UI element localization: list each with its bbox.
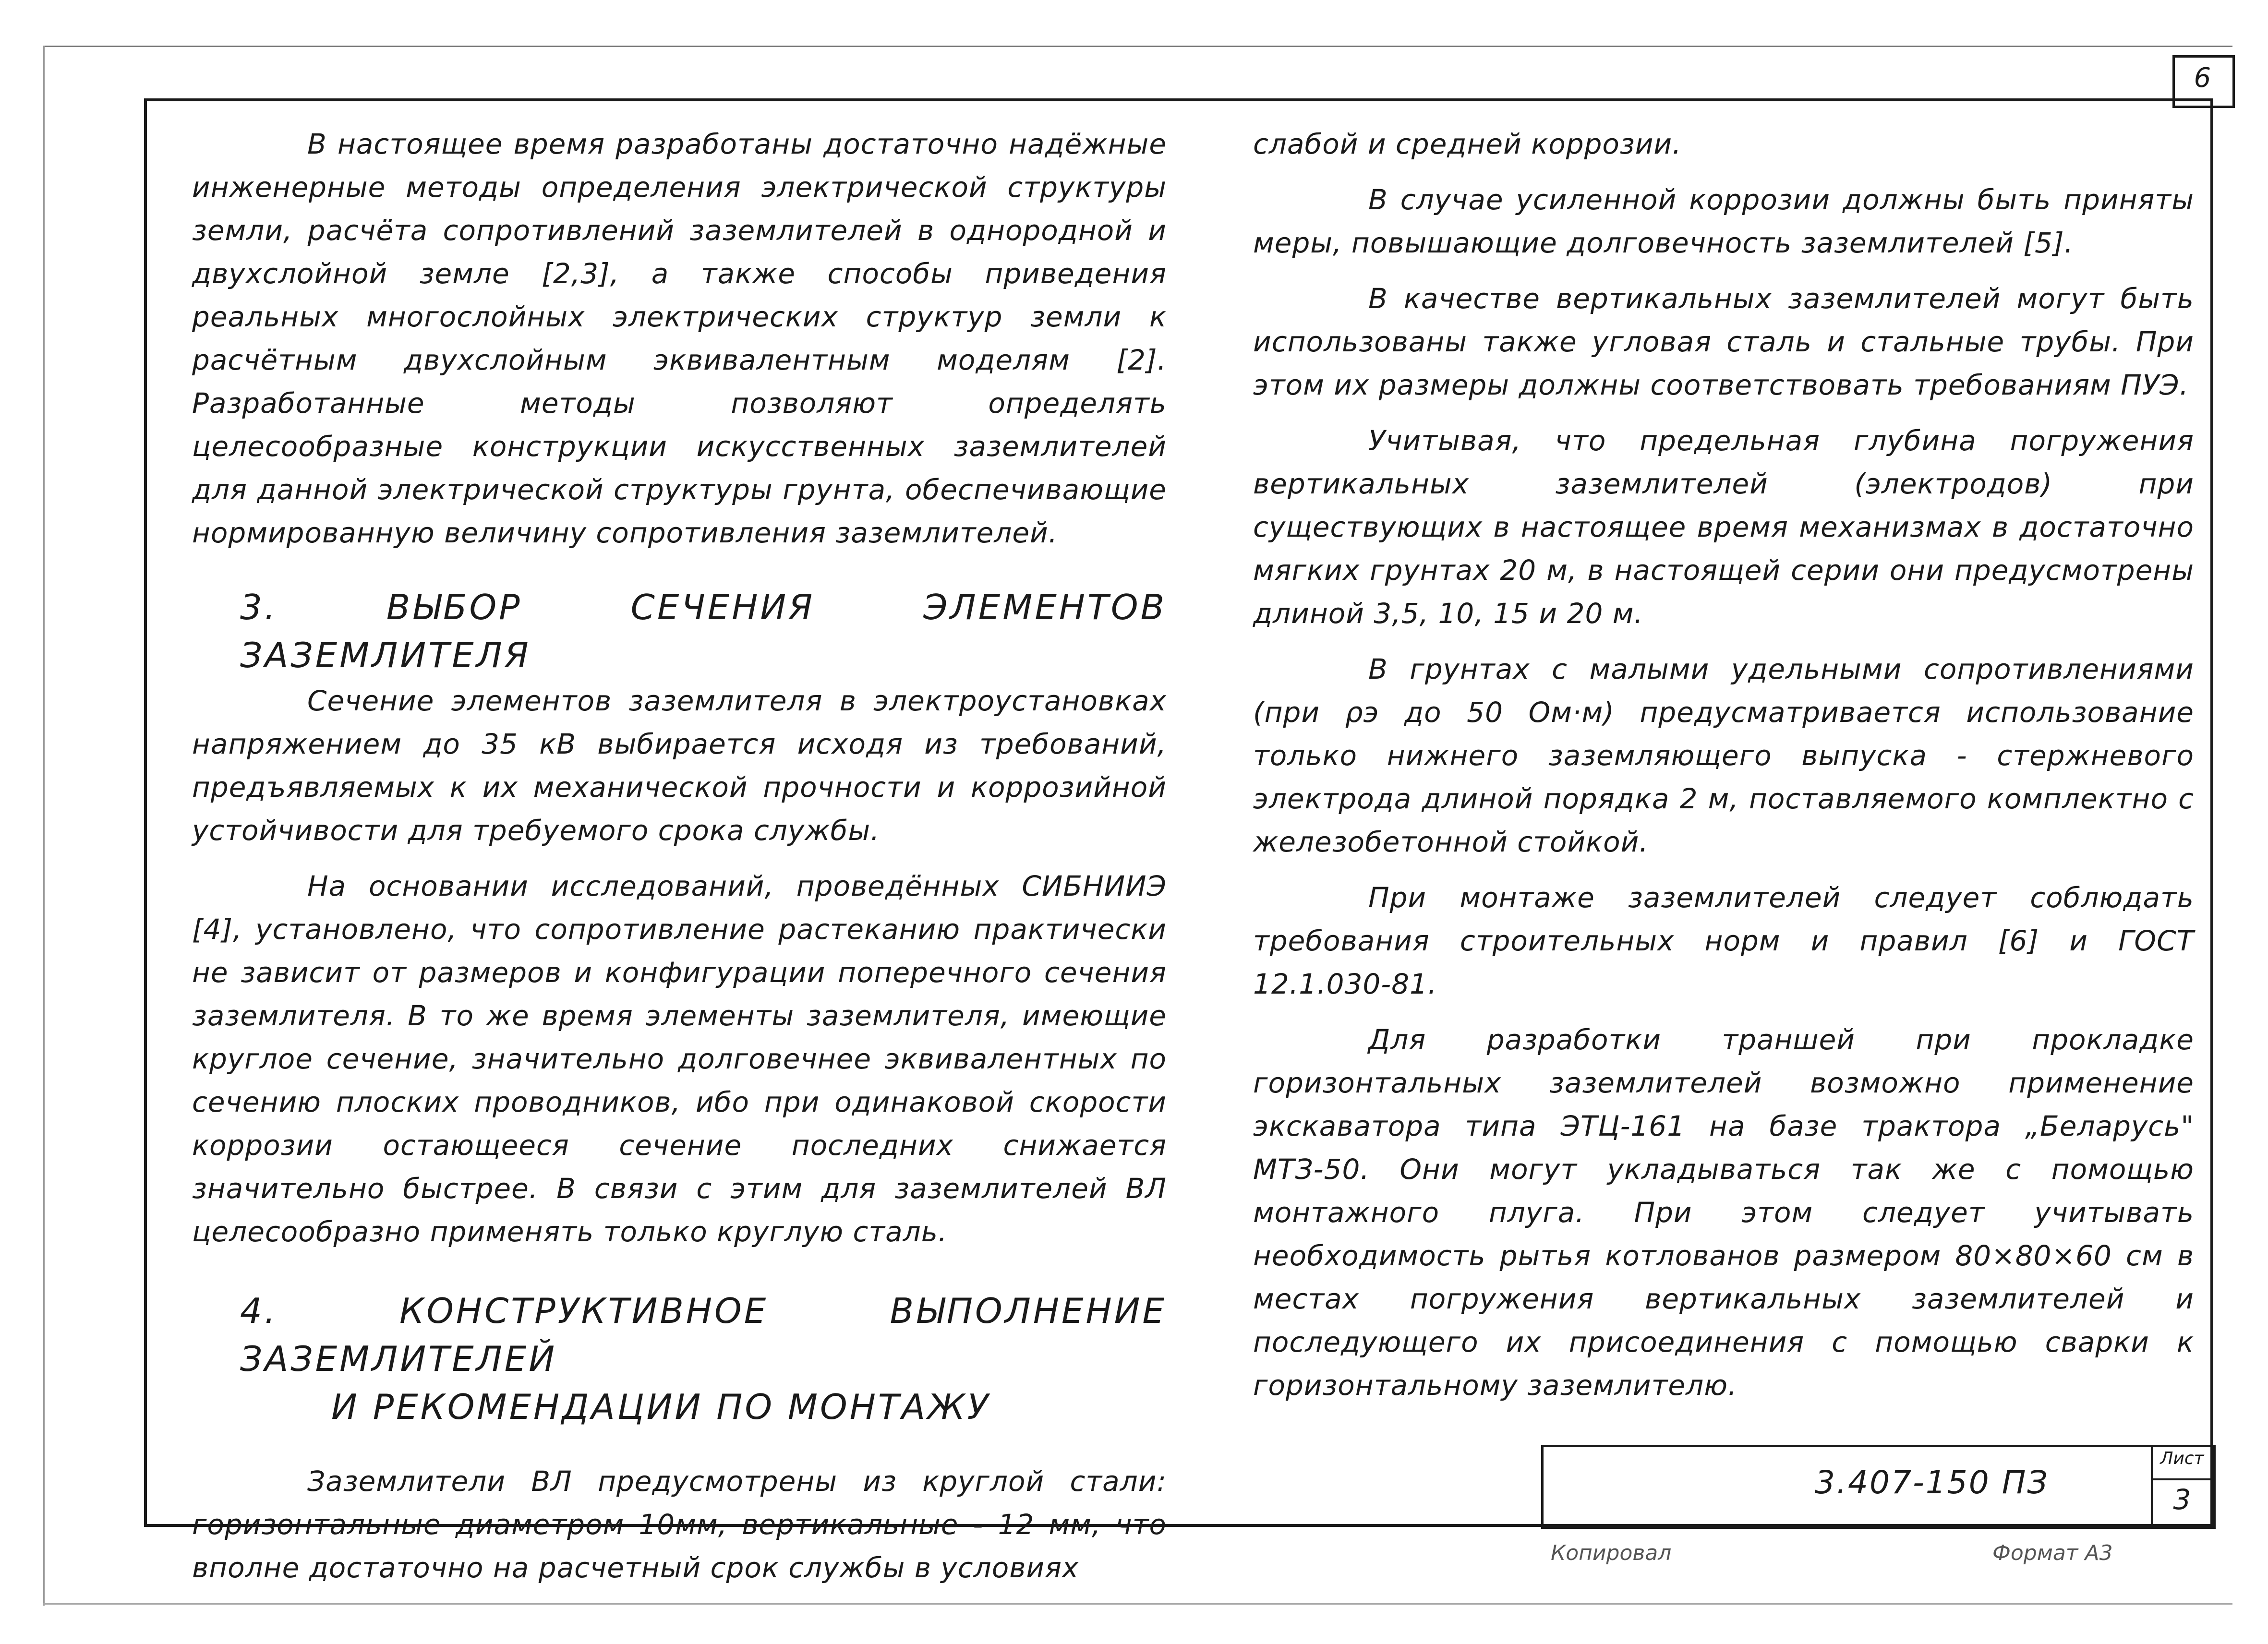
right-paragraph-7: Для разработки траншей при прокладке горизонтальных заземлителей возможно применение экскаватора типа ЭТЦ-161 на базе трактора „Беларусь" МТЗ-50. Они могут укладываться так же с помощью монтажного плуга. При этом следует учитывать необходимость рытья котлованов размером 80×80×60 см в местах погружения вертикальных заземлителей и последующего их присоединения с помощью сварки к горизонтальному заземлителю. [1253, 1023, 2194, 1402]
document-code: 3.407-150 ПЗ [1815, 1464, 2049, 1501]
format-label: Формат А3 [1992, 1541, 2113, 1565]
left-column [192, 122, 1167, 1589]
left-paragraph-4: Заземлители ВЛ предусмотрены из круглой стали: горизонтальные диаметром 10мм, вертикальные - 12 мм, что вполне достаточно на расчетный срок службы в условиях [192, 1465, 1167, 1584]
outer-frame-bottom [43, 1603, 2232, 1605]
right-paragraph-6: При монтаже заземлителей следует соблюдать требования строительных норм и правил [6] и ГОСТ 12.1.030-81. [1253, 881, 2194, 1000]
sheet-value: 3 [2173, 1483, 2191, 1516]
sheet-label: Лист [2160, 1449, 2204, 1468]
section-4-heading-line-1: 4. КОНСТРУКТИВНОЕ ВЫПОЛНЕНИЕ ЗАЗЕМЛИТЕЛЕЙ [240, 1291, 1167, 1379]
right-paragraph-3: В качестве вертикальных заземлителей могут быть использованы также угловая сталь и стальные трубы. При этом их размеры должны соответствовать требованиям ПУЭ. [1253, 282, 2194, 401]
right-paragraph-2: В случае усиленной коррозии должны быть приняты меры, повышающие долговечность заземлителей [5]. [1253, 183, 2194, 259]
inner-frame-top [144, 98, 2213, 101]
right-paragraph-4: Учитывая, что предельная глубина погружения вертикальных заземлителей (электродов) при существующих в настоящее время механизмах в достаточно мягких грунтах 20 м, в настоящей серии они предусмотрены длиной 3,5, 10, 15 и 20 м. [1253, 424, 2194, 630]
right-paragraph-1: слабой и средней коррозии. [1253, 128, 1682, 160]
inner-frame-left [144, 98, 147, 1526]
outer-frame-left [43, 46, 45, 1606]
outer-frame-top [43, 46, 2232, 47]
left-paragraph-1: В настоящее время разработаны достаточно надёжные инженерные методы определения электрической структуры земли, расчёта сопротивлений заземлителей в однородной и двухслойной земле [2,3], а также способы приведения реальных многослойных электрических структур земли к расчётным двухслойным эквивалентным моделям [2]. Разработанные методы позволяют определять целесообразные конструкции искусственных заземлителей для данной электрической структуры грунта, обеспечивающие нормированную величину сопротивления заземлителей. [192, 128, 1167, 549]
copied-by-label: Копировал [1551, 1541, 1672, 1565]
page-number: 6 [2194, 62, 2211, 94]
inner-frame-right [2210, 98, 2213, 1526]
section-4-heading-line-2: И РЕКОМЕНДАЦИИ ПО МОНТАЖУ [331, 1387, 991, 1427]
section-3-heading: 3. ВЫБОР СЕЧЕНИЯ ЭЛЕМЕНТОВ ЗАЗЕМЛИТЕЛЯ [240, 587, 1167, 675]
right-column [1253, 122, 2194, 1407]
right-paragraph-5: В грунтах с малыми удельными сопротивлениями (при ρэ до 50 Ом·м) предусматривается использование только нижнего заземляющего выпуска - стержневого электрода длиной порядка 2 м, поставляемого комплектно с железобетонной стойкой. [1253, 653, 2194, 858]
left-paragraph-3: На основании исследований, проведённых СИБНИИЭ [4], установлено, что сопротивление растеканию практически не зависит от размеров и конфигурации поперечного сечения заземлителя. В то же время элементы заземлителя, имеющие круглое сечение, значительно долговечнее эквивалентных по сечению плоских проводников, ибо при одинаковой скорости коррозии остающееся сечение последних снижается значительно быстрее. В связи с этим для заземлителей ВЛ целесообразно применять только круглую сталь. [192, 870, 1167, 1248]
left-paragraph-2: Сечение элементов заземлителя в электроустановках напряжением до 35 кВ выбирается исходя из требований, предъявляемых к их механической прочности и коррозийной устойчивости для требуемого срока службы. [192, 684, 1167, 847]
sheet-cell-divider [2151, 1478, 2213, 1480]
